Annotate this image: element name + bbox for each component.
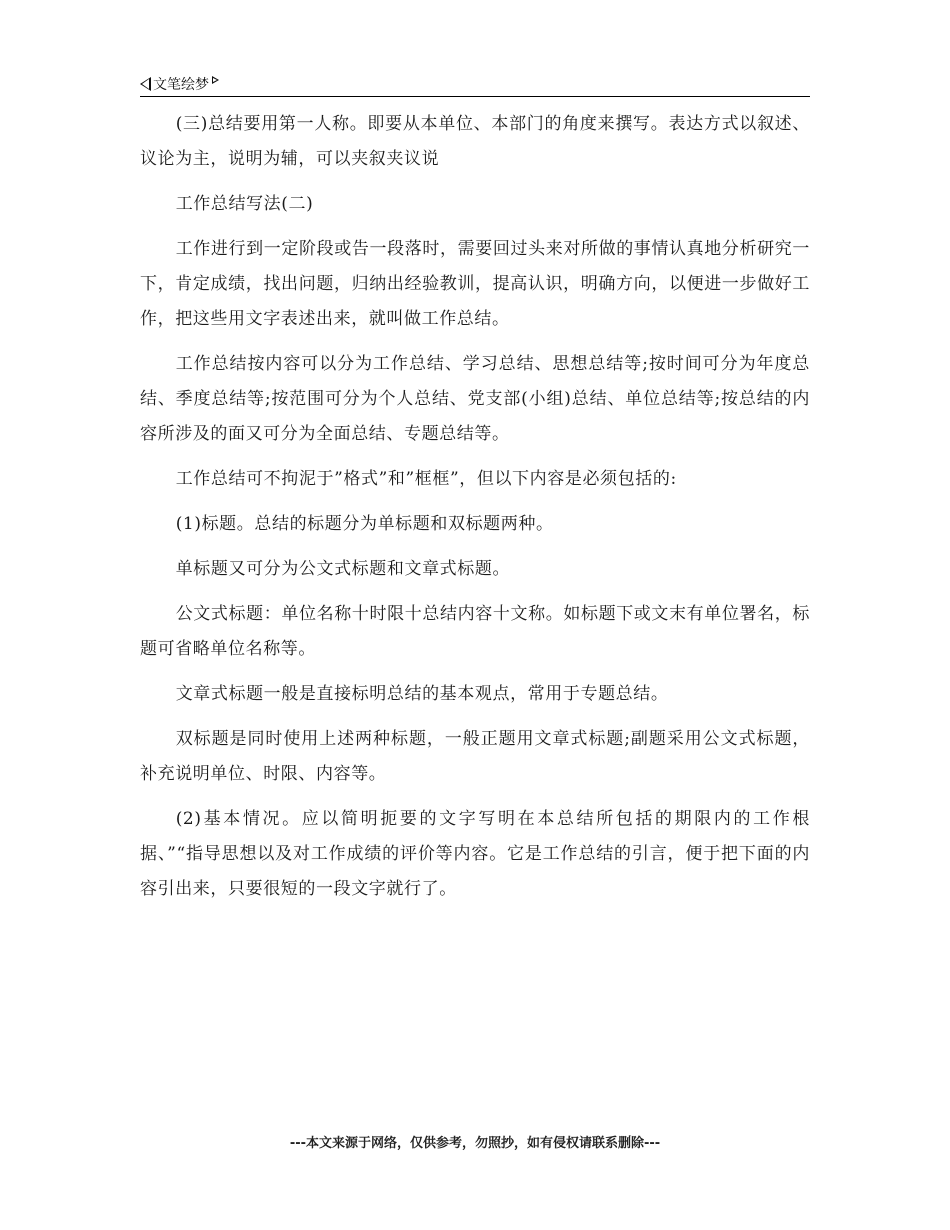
paragraph: 工作总结按内容可以分为工作总结、学习总结、思想总结等;按时间可分为年度总结、季度总结等;按范围可分为个人总结、党支部(小组)总结、单位总结等;按总结的内容所涉及的面又可分为全面总结、专题总结等。 [140,354,810,444]
document-body [140,107,810,917]
paragraph: (1)标题。总结的标题分为单标题和双标题两种。 [175,514,554,534]
paragraph: (三)总结要用第一人称。即要从本单位、本部门的角度来撰写。表达方式以叙述、议论为主，说明为辅，可以夹叙夹议说 [140,114,810,169]
paragraph: 双标题是同时使用上述两种标题，一般正题用文章式标题;副题采用公文式标题，补充说明单位、时限、内容等。 [140,729,810,784]
triangle-left-icon [140,77,151,91]
paragraph: 工作进行到一定阶段或告一段落时，需要回过头来对所做的事情认真地分析研究一下，肯定成绩，找出问题，归纳出经验教训，提高认识，明确方向，以便进一步做好工作，把这些用文字表述出来，就叫做工作总结。 [140,239,810,329]
paragraph: 工作总结可不拘泥于”格式”和”框框”，但以下内容是必须包括的: [175,469,677,489]
paragraph: 公文式标题：单位名称十时限十总结内容十文称。如标题下或文末有单位署名，标题可省略单位名称等。 [140,604,810,659]
paragraph: 单标题又可分为公文式标题和文章式标题。 [175,559,511,579]
page-header [140,72,810,97]
paragraph: (2)基本情况。应以简明扼要的文字写明在本总结所包括的期限内的工作根据、”“指导思想以及对工作成绩的评价等内容。它是工作总结的引言，便于把下面的内容引出来，只要很短的一段文字就行了。 [140,809,810,899]
header-title: 文笔绘梦 [153,77,209,93]
section-heading: 工作总结写法(二) [175,194,314,214]
footer-disclaimer: ---本文来源于网络，仅供参考，勿照抄，如有侵权请联系删除--- [289,1136,661,1151]
triangle-right-icon [212,76,219,84]
paragraph: 文章式标题一般是直接标明总结的基本观点，常用于专题总结。 [175,684,669,704]
